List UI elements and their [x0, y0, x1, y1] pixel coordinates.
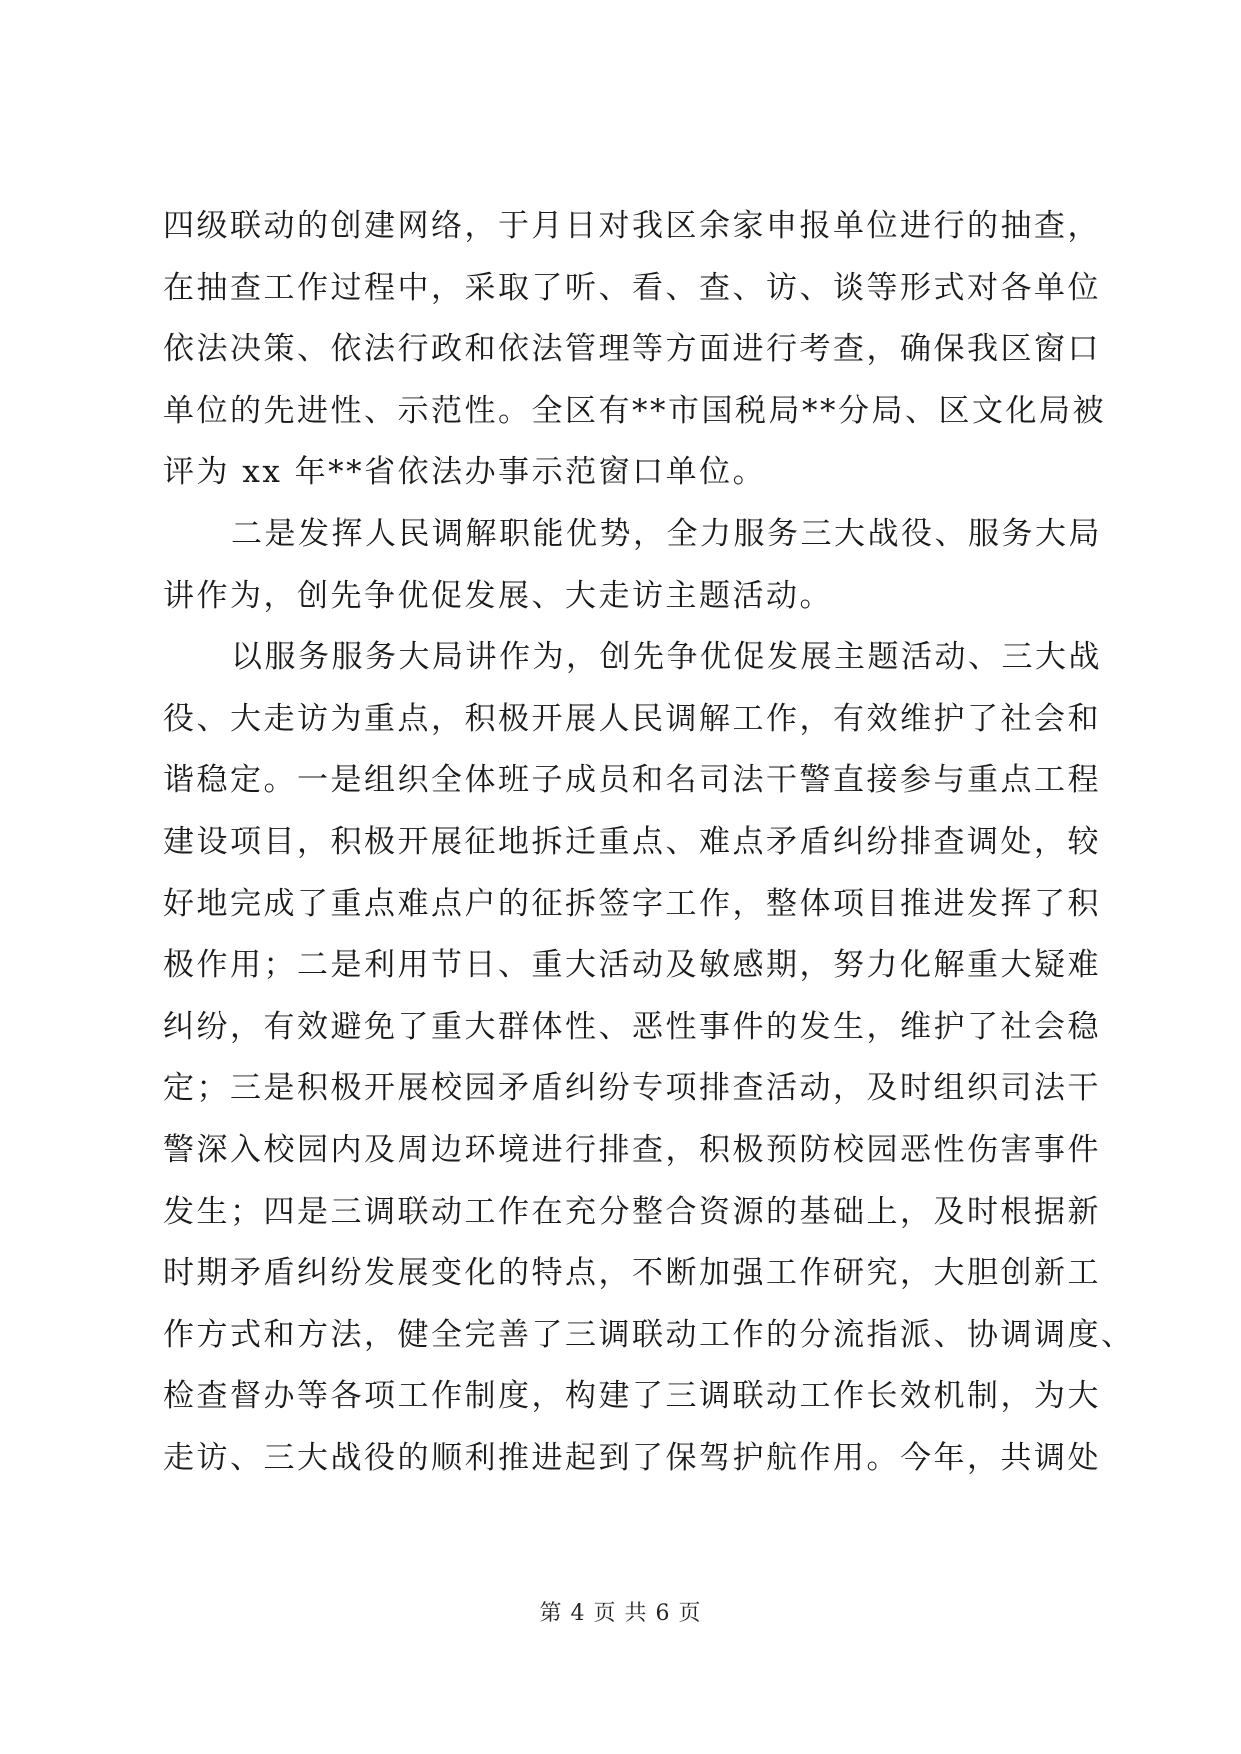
body-text	[163, 196, 1135, 1489]
text-line: 讲作为，创先争优促发展、大走访主题活动。	[163, 577, 833, 614]
text-line: 时期矛盾纠纷发展变化的特点，不断加强工作研究，大胆创新工	[163, 1255, 1101, 1292]
text-line: 警深入校园内及周边环境进行排查，积极预防校园恶性伤害事件	[163, 1131, 1101, 1168]
page-number-footer: 第 4 页 共 6 页	[539, 1601, 702, 1626]
text-line: 谐稳定。一是组织全体班子成员和名司法干警直接参与重点工程	[163, 762, 1101, 799]
text-line: 定；三是积极开展校园矛盾纠纷专项排查活动，及时组织司法干	[163, 1070, 1101, 1107]
text-line: 依法决策、依法行政和依法管理等方面进行考查，确保我区窗口	[163, 331, 1101, 368]
text-line: 在抽查工作过程中，采取了听、看、查、访、谈等形式对各单位	[163, 269, 1101, 306]
text-line: 检查督办等各项工作制度，构建了三调联动工作长效机制，为大	[163, 1378, 1101, 1415]
text-line: 单位的先进性、示范性。全区有**市国税局**分局、区文化局被	[163, 392, 1106, 429]
text-line: 役、大走访为重点，积极开展人民调解工作，有效维护了社会和	[163, 700, 1101, 737]
text-line: 评为 xx 年**省依法办事示范窗口单位。	[163, 454, 767, 491]
text-line: 走访、三大战役的顺利推进起到了保驾护航作用。今年，共调处	[163, 1439, 1101, 1476]
text-line: 四级联动的创建网络，于月日对我区余家申报单位进行的抽查，	[163, 208, 1101, 244]
paragraph-start-line: 以服务服务大局讲作为，创先争优促发展主题活动、三大战	[231, 639, 1102, 676]
text-line: 极作用；二是利用节日、重大活动及敏感期，努力化解重大疑难	[163, 947, 1101, 984]
text-line: 纠纷，有效避免了重大群体性、恶性事件的发生，维护了社会稳	[163, 1008, 1101, 1045]
text-line: 建设项目，积极开展征地拆迁重点、难点矛盾纠纷排查调处，较	[163, 823, 1101, 860]
text-line: 发生；四是三调联动工作在充分整合资源的基础上，及时根据新	[163, 1193, 1101, 1230]
paragraph-start-line: 二是发挥人民调解职能优势，全力服务三大战役、服务大局	[231, 515, 1102, 552]
text-line: 作方式和方法，健全完善了三调联动工作的分流指派、协调调度、	[163, 1316, 1135, 1353]
text-line: 好地完成了重点难点户的征拆签字工作，整体项目推进发挥了积	[163, 885, 1101, 922]
